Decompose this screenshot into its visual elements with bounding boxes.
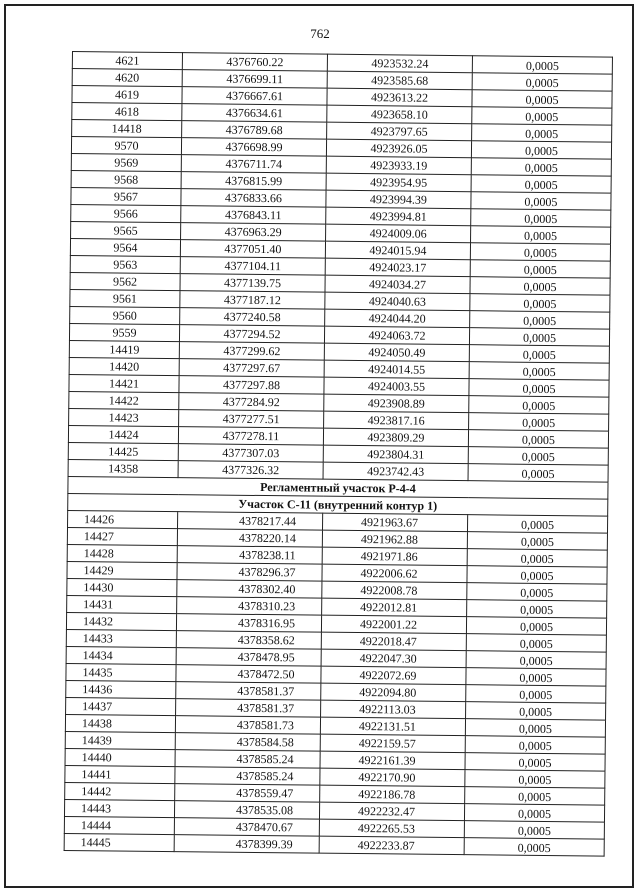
y-coordinate-cell: 4923658.10 [327,105,472,124]
y-coordinate-cell: 4922094.80 [321,683,466,702]
y-coordinate-cell: 4924003.55 [324,377,469,396]
point-number-cell: 14438 [65,714,175,732]
error-cell: 0,0005 [469,379,609,397]
point-number-cell: 14430 [67,578,177,596]
y-coordinate-cell: 4923926.05 [326,139,471,158]
x-coordinate-cell: 4378559.47 [175,784,320,803]
x-coordinate-cell: 4376760.22 [182,53,327,72]
point-number-cell: 14434 [66,646,176,664]
x-coordinate-cell: 4378470.67 [174,818,319,837]
y-coordinate-cell: 4923954.95 [326,173,471,192]
y-coordinate-cell: 4924023.17 [325,258,470,277]
y-coordinate-cell: 4922008.78 [322,581,467,600]
y-coordinate-cell: 4923994.39 [326,190,471,209]
point-number-cell: 9566 [71,204,181,222]
table-body-top [68,52,612,483]
x-coordinate-cell: 4376833.66 [181,189,326,208]
y-coordinate-cell: 4924009.06 [326,224,471,243]
error-cell: 0,0005 [471,192,611,210]
x-coordinate-cell: 4378581.37 [176,682,321,701]
x-coordinate-cell: 4377299.62 [179,342,324,361]
point-number-cell: 14445 [64,833,174,851]
point-number-cell: 4621 [72,52,182,70]
error-cell: 0,0005 [464,821,604,839]
x-coordinate-cell: 4378581.73 [175,716,320,735]
x-coordinate-cell: 4378238.11 [177,546,322,565]
error-cell: 0,0005 [472,124,612,142]
point-number-cell: 14423 [69,408,179,426]
y-coordinate-cell: 4923804.31 [323,445,468,464]
error-cell: 0,0005 [469,413,609,431]
y-coordinate-cell: 4924050.49 [324,343,469,362]
y-coordinate-cell: 4924063.72 [324,326,469,345]
y-coordinate-cell: 4922113.03 [321,700,466,719]
error-cell: 0,0005 [469,396,609,414]
error-cell: 0,0005 [471,175,611,193]
page-number: 762 [310,26,330,41]
table-section-headers [68,476,608,516]
table-body-bottom [64,510,608,856]
point-number-cell: 14436 [66,680,176,698]
y-coordinate-cell: 4922161.39 [320,751,465,770]
point-number-cell: 9570 [71,137,181,155]
error-cell: 0,0005 [466,668,606,686]
error-cell: 0,0005 [466,685,606,703]
x-coordinate-cell: 4378581.37 [176,699,321,718]
error-cell: 0,0005 [471,226,611,244]
y-coordinate-cell: 4922072.69 [321,666,466,685]
point-number-cell: 4618 [72,103,182,121]
point-number-cell: 14439 [65,731,175,749]
error-cell: 0,0005 [468,447,608,465]
y-coordinate-cell: 4923809.29 [323,428,468,447]
error-cell: 0,0005 [467,600,607,618]
error-cell: 0,0005 [464,804,604,822]
point-number-cell: 9561 [70,289,180,307]
point-number-cell: 9560 [70,306,180,324]
error-cell: 0,0005 [471,141,611,159]
y-coordinate-cell: 4923817.16 [324,411,469,430]
y-coordinate-cell: 4922170.90 [320,768,465,787]
point-number-cell: 9559 [69,323,179,341]
subsection-title: Участок С-11 (внутренний контур 1) [68,493,608,516]
error-cell: 0,0005 [466,651,606,669]
x-coordinate-cell: 4376711.74 [181,155,326,174]
error-cell: 0,0005 [467,549,607,567]
x-coordinate-cell: 4378302.40 [177,580,322,599]
point-number-cell: 14435 [66,663,176,681]
y-coordinate-cell: 4923613.22 [327,88,472,107]
x-coordinate-cell: 4377277.51 [179,410,324,429]
y-coordinate-cell: 4922265.53 [319,819,464,838]
error-cell: 0,0005 [470,243,610,261]
point-number-cell: 9569 [71,153,181,171]
error-cell: 0,0005 [470,311,610,329]
x-coordinate-cell: 4378220.14 [177,529,322,548]
y-coordinate-cell: 4923908.89 [324,394,469,413]
x-coordinate-cell: 4377297.88 [179,376,324,395]
x-coordinate-cell: 4376698.99 [181,138,326,157]
error-cell: 0,0005 [466,702,606,720]
x-coordinate-cell: 4378316.95 [176,614,321,633]
x-coordinate-cell: 4376963.29 [181,223,326,242]
section-title: Регламентный участок Р-4-4 [68,476,608,499]
error-cell: 0,0005 [466,634,606,652]
error-cell: 0,0005 [467,583,607,601]
error-cell: 0,0005 [470,294,610,312]
error-cell: 0,0005 [471,158,611,176]
y-coordinate-cell: 4922012.81 [322,598,467,617]
error-cell: 0,0005 [471,209,611,227]
error-cell: 0,0005 [465,719,605,737]
x-coordinate-cell: 4378472.50 [176,665,321,684]
error-cell: 0,0005 [465,736,605,754]
x-coordinate-cell: 4378585.24 [175,767,320,786]
x-coordinate-cell: 4378399.39 [174,835,319,854]
x-coordinate-cell: 4377240.58 [180,308,325,327]
point-number-cell: 14431 [67,595,177,613]
error-cell: 0,0005 [467,566,607,584]
point-number-cell: 14437 [66,697,176,715]
x-coordinate-cell: 4378310.23 [177,597,322,616]
x-coordinate-cell: 4378584.58 [175,733,320,752]
x-coordinate-cell: 4377278.11 [178,427,323,446]
x-coordinate-cell: 4377051.40 [180,240,325,259]
error-cell: 0,0005 [472,56,612,74]
y-coordinate-cell: 4924034.27 [325,275,470,294]
y-coordinate-cell: 4922233.87 [319,836,464,855]
x-coordinate-cell: 4378585.24 [175,750,320,769]
point-number-cell: 14443 [64,799,174,817]
x-coordinate-cell: 4377294.52 [179,325,324,344]
point-number-cell: 14432 [66,612,176,630]
y-coordinate-cell: 4922006.62 [322,564,467,583]
point-number-cell: 14424 [68,425,178,443]
point-number-cell: 14433 [66,629,176,647]
point-number-cell: 14422 [69,391,179,409]
y-coordinate-cell: 4923532.24 [327,54,472,73]
y-coordinate-cell: 4923933.19 [326,156,471,175]
x-coordinate-cell: 4376667.61 [182,87,327,106]
y-coordinate-cell: 4922001.22 [321,615,466,634]
point-number-cell: 14421 [69,374,179,392]
x-coordinate-cell: 4376699.11 [182,70,327,89]
point-number-cell: 4619 [72,86,182,104]
coordinates-table [64,51,613,857]
error-cell: 0,0005 [472,73,612,91]
error-cell: 0,0005 [467,532,607,550]
error-cell: 0,0005 [469,362,609,380]
y-coordinate-cell: 4922159.57 [320,734,465,753]
error-cell: 0,0005 [469,345,609,363]
error-cell: 0,0005 [465,787,605,805]
y-coordinate-cell: 4922131.51 [320,717,465,736]
x-coordinate-cell: 4378217.44 [178,512,323,531]
y-coordinate-cell: 4923585.68 [327,71,472,90]
y-coordinate-cell: 4924015.94 [325,241,470,260]
error-cell: 0,0005 [467,515,607,533]
error-cell: 0,0005 [465,770,605,788]
point-number-cell: 14428 [67,544,177,562]
x-coordinate-cell: 4376789.68 [182,121,327,140]
x-coordinate-cell: 4377187.12 [180,291,325,310]
error-cell: 0,0005 [470,277,610,295]
point-number-cell: 14427 [67,527,177,545]
point-number-cell: 14441 [65,765,175,783]
x-coordinate-cell: 4378296.37 [177,563,322,582]
y-coordinate-cell: 4924014.55 [324,360,469,379]
point-number-cell: 14426 [68,510,178,528]
error-cell: 0,0005 [472,107,612,125]
error-cell: 0,0005 [468,464,608,482]
point-number-cell: 9563 [70,255,180,273]
x-coordinate-cell: 4378478.95 [176,648,321,667]
error-cell: 0,0005 [469,328,609,346]
point-number-cell: 9564 [70,238,180,256]
x-coordinate-cell: 4376815.99 [181,172,326,191]
point-number-cell: 9567 [71,187,181,205]
point-number-cell: 14419 [69,340,179,358]
y-coordinate-cell: 4922047.30 [321,649,466,668]
point-number-cell: 14440 [65,748,175,766]
point-number-cell: 14358 [68,459,178,477]
y-coordinate-cell: 4923994.81 [326,207,471,226]
point-number-cell: 14418 [72,120,182,138]
error-cell: 0,0005 [468,430,608,448]
x-coordinate-cell: 4378358.62 [176,631,321,650]
y-coordinate-cell: 4921962.88 [322,530,467,549]
point-number-cell: 9562 [70,272,180,290]
x-coordinate-cell: 4377297.67 [179,359,324,378]
x-coordinate-cell: 4377104.11 [180,257,325,276]
error-cell: 0,0005 [465,753,605,771]
x-coordinate-cell: 4377326.32 [178,461,323,480]
y-coordinate-cell: 4923742.43 [323,462,468,481]
point-number-cell: 14442 [65,782,175,800]
y-coordinate-cell: 4923797.65 [327,122,472,141]
error-cell: 0,0005 [464,838,604,856]
x-coordinate-cell: 4378535.08 [174,801,319,820]
error-cell: 0,0005 [466,617,606,635]
y-coordinate-cell: 4922018.47 [321,632,466,651]
x-coordinate-cell: 4377139.75 [180,274,325,293]
point-number-cell: 14429 [67,561,177,579]
y-coordinate-cell: 4921963.67 [322,513,467,532]
point-number-cell: 14420 [69,357,179,375]
x-coordinate-cell: 4377307.03 [178,444,323,463]
y-coordinate-cell: 4924044.20 [325,309,470,328]
y-coordinate-cell: 4921971.86 [322,547,467,566]
point-number-cell: 9568 [71,170,181,188]
error-cell: 0,0005 [470,260,610,278]
error-cell: 0,0005 [472,90,612,108]
x-coordinate-cell: 4377284.92 [179,393,324,412]
y-coordinate-cell: 4922186.78 [320,785,465,804]
x-coordinate-cell: 4376843.11 [181,206,326,225]
y-coordinate-cell: 4924040.63 [325,292,470,311]
x-coordinate-cell: 4376634.61 [182,104,327,123]
point-number-cell: 4620 [72,69,182,87]
point-number-cell: 9565 [71,221,181,239]
point-number-cell: 14444 [64,816,174,834]
point-number-cell: 14425 [68,442,178,460]
y-coordinate-cell: 4922232.47 [319,802,464,821]
